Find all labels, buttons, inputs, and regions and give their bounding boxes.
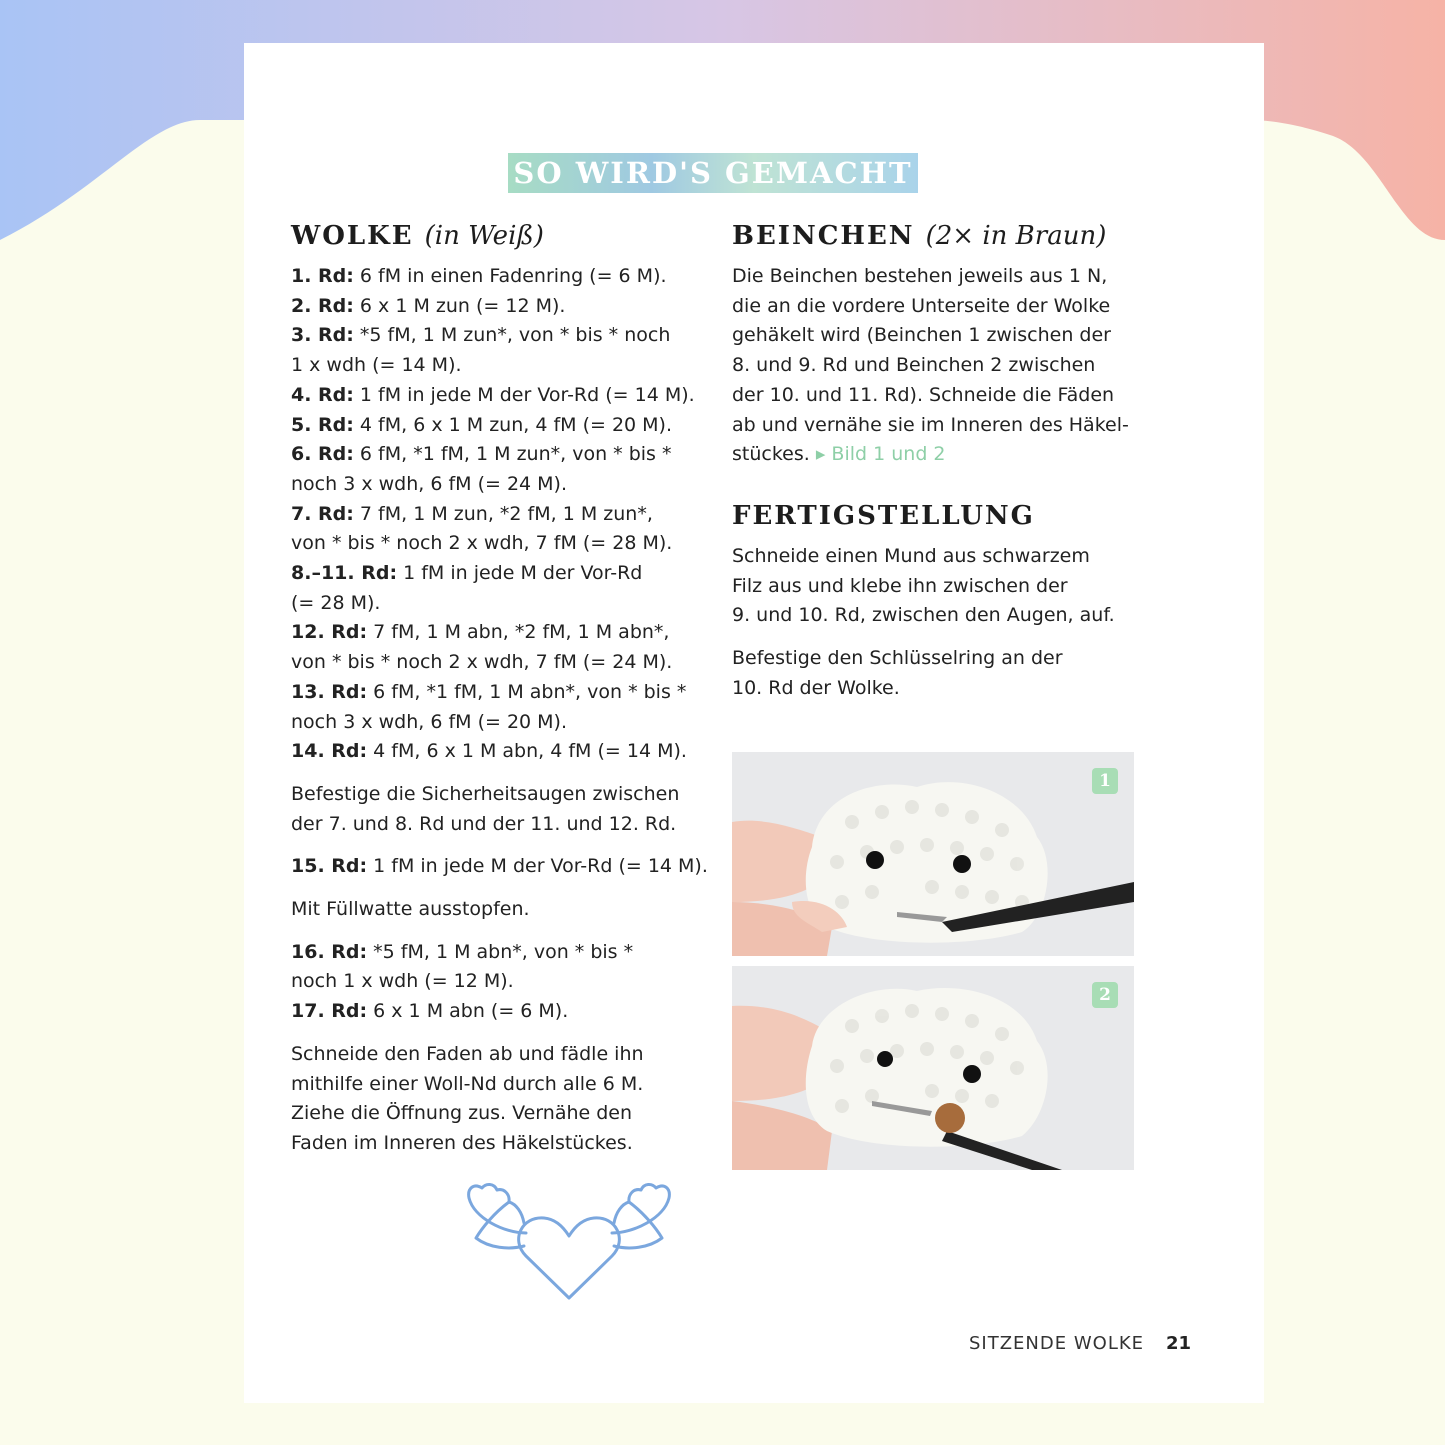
round-label: 17. Rd: [291, 1000, 368, 1023]
beinchen-text-line: 8. und 9. Rd und Beinchen 2 zwischen [732, 354, 1096, 377]
round-label: 3. Rd: [291, 324, 354, 347]
photo-badge-2: 2 [1092, 982, 1118, 1008]
instruction-line [291, 292, 711, 322]
round-text: 1 fM in jede M der Vor-Rd [397, 562, 643, 585]
book-page [244, 43, 1264, 1403]
round-label: 13. Rd: [291, 680, 368, 703]
round-text: 1 x wdh (= 14 M). [291, 354, 462, 377]
round-text: 1 fM in jede M der Vor-Rd (= 14 M). [353, 383, 695, 406]
beinchen-text-line [732, 440, 1152, 470]
round-label: 15. Rd: [291, 855, 368, 878]
round-text: noch 3 x wdh, 6 fM (= 24 M). [291, 472, 568, 495]
round-label: 8.–11. Rd: [291, 562, 398, 585]
instruction-line [291, 321, 711, 351]
round-label: 2. Rd: [291, 294, 354, 317]
photo-step-1 [732, 752, 1134, 956]
instruction-line [291, 411, 711, 441]
wolke-heading [291, 218, 711, 254]
instruction-line [291, 381, 711, 411]
stuffing-text: Mit Füllwatte ausstopfen. [291, 898, 530, 921]
round-15 [291, 852, 711, 882]
round-text: noch 1 x wdh (= 12 M). [291, 970, 514, 993]
instruction-line [291, 351, 711, 381]
round-text: 1 fM in jede M der Vor-Rd (= 14 M). [367, 855, 708, 878]
round-text: 6 fM, *1 fM, 1 M zun*, von * bis * [353, 443, 672, 466]
winged-heart-icon [464, 1178, 674, 1303]
instruction-line [291, 618, 711, 648]
round-label: 4. Rd: [291, 383, 354, 406]
instruction-line [291, 529, 711, 559]
beinchen-text-line: Die Beinchen bestehen jeweils aus 1 N, [732, 265, 1108, 287]
beinchen-subtitle: (2× in Braun) [925, 221, 1107, 251]
round-label: 14. Rd: [291, 740, 368, 763]
instruction-line [291, 440, 711, 470]
section-banner [508, 153, 918, 193]
round-text: *5 fM, 1 M abn*, von * bis * [367, 940, 634, 963]
image-reference: ▸ Bild 1 und 2 [815, 443, 946, 466]
beinchen-heading [732, 218, 1152, 254]
instruction-line [291, 737, 711, 767]
beinchen-title: BEINCHEN [732, 221, 915, 251]
beinchen-text-line: gehäkelt wird (Beinchen 1 zwischen der [732, 324, 1111, 347]
fertigstellung-heading: FERTIGSTELLUNG [732, 500, 1035, 531]
round-text: 6 fM in einen Fadenring (= 6 M). [353, 265, 667, 287]
beinchen-last-text: stückes. [732, 443, 810, 466]
beinchen-text-line: die an die vordere Unterseite der Wolke [732, 294, 1111, 317]
round-text: 7 fM, 1 M abn, *2 fM, 1 M abn*, [367, 621, 670, 644]
round-text: 4 fM, 6 x 1 M zun, 4 fM (= 20 M). [353, 413, 673, 436]
round-text: *5 fM, 1 M zun*, von * bis * noch [353, 324, 671, 347]
banner-text: SO WIRD'S GEMACHT [513, 156, 913, 190]
instruction-line [291, 262, 711, 292]
fertig-text-line: Schneide einen Mund aus schwarzem [732, 544, 1090, 567]
instruction-line [291, 589, 711, 619]
instruction-line [291, 997, 711, 1027]
instruction-line [291, 708, 711, 738]
photo-step-2 [732, 966, 1134, 1170]
instruction-line [291, 500, 711, 530]
right-column [732, 218, 1152, 703]
beinchen-text-line: der 10. und 11. Rd). Schneide die Fäden [732, 383, 1115, 406]
instruction-line [291, 470, 711, 500]
fertig-text-line: Filz aus und klebe ihn zwischen der [732, 574, 1068, 597]
round-text: 4 fM, 6 x 1 M abn, 4 fM (= 14 M). [367, 740, 687, 763]
round-text: von * bis * noch 2 x wdh, 7 fM (= 24 M). [291, 651, 673, 674]
finish-text-line: Ziehe die Öffnung zus. Vernähe den [291, 1102, 633, 1125]
wolke-title: WOLKE [291, 221, 414, 251]
instruction-line [291, 559, 711, 589]
round-text: 6 x 1 M abn (= 6 M). [367, 1000, 569, 1023]
finish-text-line: mithilfe einer Woll-Nd durch alle 6 M. [291, 1072, 644, 1095]
footer-title: SITZENDE WOLKE [969, 1333, 1145, 1354]
round-label: 6. Rd: [291, 443, 354, 466]
round-text: 7 fM, 1 M zun, *2 fM, 1 M zun*, [353, 502, 653, 525]
eyes-text-line: Befestige die Sicherheitsaugen zwischen [291, 782, 680, 805]
fertig-text-line: 10. Rd der Wolke. [732, 676, 900, 699]
instruction-line [291, 967, 711, 997]
instruction-line [291, 678, 711, 708]
wolke-column [291, 218, 711, 1159]
round-label: 1. Rd: [291, 265, 354, 287]
fertig-text-line: 9. und 10. Rd, zwischen den Augen, auf. [732, 604, 1115, 627]
instruction-line [291, 648, 711, 678]
round-text: noch 3 x wdh, 6 fM (= 20 M). [291, 710, 568, 733]
photo-badge-1: 1 [1092, 768, 1118, 794]
fertig-text-line: Befestige den Schlüsselring an der [732, 647, 1063, 670]
eyes-text-line: der 7. und 8. Rd und der 11. und 12. Rd. [291, 812, 677, 835]
finish-text-line: Faden im Inneren des Häkelstückes. [291, 1131, 633, 1154]
round-label: 12. Rd: [291, 621, 368, 644]
finish-text-line: Schneide den Faden ab und fädle ihn [291, 1042, 644, 1065]
round-label: 5. Rd: [291, 413, 354, 436]
round-text: 6 x 1 M zun (= 12 M). [353, 294, 566, 317]
wolke-instructions-2 [291, 938, 711, 1027]
round-text: 6 fM, *1 fM, 1 M abn*, von * bis * [367, 680, 687, 703]
round-text: (= 28 M). [291, 591, 381, 614]
beinchen-text-line: ab und vernähe sie im Inneren des Häkel- [732, 413, 1129, 436]
round-text: von * bis * noch 2 x wdh, 7 fM (= 28 M). [291, 532, 673, 555]
page-number: 21 [1166, 1333, 1192, 1354]
round-label: 16. Rd: [291, 940, 368, 963]
wolke-instructions [291, 262, 711, 767]
wolke-subtitle: (in Weiß) [424, 221, 544, 251]
round-label: 7. Rd: [291, 502, 354, 525]
instruction-line [291, 938, 711, 968]
